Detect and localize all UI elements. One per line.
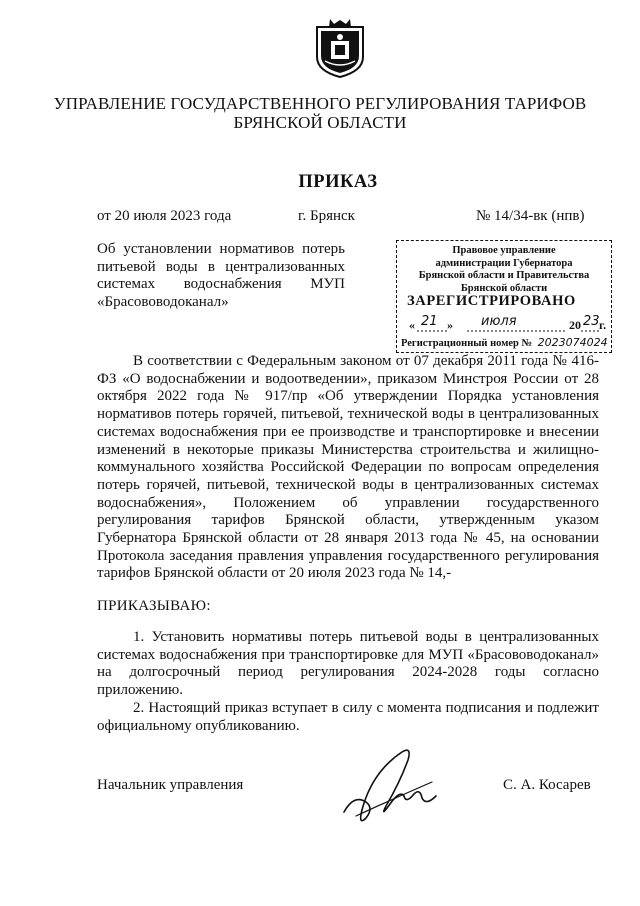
stamp-authority-line: администрации Губернатора bbox=[435, 257, 573, 269]
subject-line: системах водоснабжения МУП bbox=[97, 276, 345, 293]
stamp-authority bbox=[397, 245, 611, 295]
order-items bbox=[97, 629, 599, 735]
preamble bbox=[97, 353, 599, 583]
preamble-paragraph: В соответствии с Федеральным законом от 07 декабря 2011 года № 416-ФЗ «О водоснабжении и водоотведении», приказом Минстроя России от 28 октября 2022 года № 917/пр «Об утверждении Порядка установления нормативов потерь горячей, питьевой, технической воды в централизованных системах водоснабжения при ее производстве и транспортировке и внесении изменений в некоторые приказы Министерства строительства и жилищно-коммунального хозяйства Российской Федерации по вопросам определения потерь горячей, питьевой, технической воды в централизованных системах водоснабжения», Положением об управлении государственного регулирования тарифов Брянской области, утвержденным указом Губернатора Брянской области от 28 января 2013 года № 45, на основании Протокола заседания правления управления государственного регулирования тарифов Брянской области от 20 июля 2023 года № 14,- bbox=[97, 353, 599, 582]
stamp-month: июля bbox=[481, 314, 517, 329]
stamp-year: 23 bbox=[583, 314, 600, 329]
stamp-authority-line: Брянской области bbox=[460, 282, 548, 294]
stamp-number-value: 2023074024 bbox=[537, 336, 608, 349]
organization-title bbox=[0, 94, 640, 132]
stamp-date-underline bbox=[417, 330, 607, 333]
stamp-registration-number bbox=[401, 336, 608, 349]
stamp-quote-close: » bbox=[447, 318, 453, 332]
document-date: от 20 июля 2023 года bbox=[97, 208, 232, 224]
stamp-quote-open: « bbox=[409, 318, 415, 332]
subject-line: «Брасововодоканал» bbox=[97, 293, 229, 310]
signatory-position: Начальник управления bbox=[97, 777, 244, 793]
stamp-year-prefix: 20 bbox=[569, 318, 581, 332]
order-item-2: 2. Настоящий приказ вступает в силу с момента подписания и подлежит официальному опубликованию. bbox=[97, 699, 599, 734]
stamp-day: 21 bbox=[421, 314, 438, 329]
coat-of-arms-emblem bbox=[313, 17, 367, 79]
stamp-authority-line: Брянской области и Правительства bbox=[418, 270, 590, 282]
order-word: ПРИКАЗЫВАЮ: bbox=[97, 598, 211, 614]
registration-stamp bbox=[396, 240, 612, 353]
signatory-name: С. А. Косарев bbox=[503, 777, 591, 793]
stamp-date bbox=[403, 314, 605, 334]
subject-line: питьевой воды в централизованных bbox=[97, 258, 345, 275]
stamp-year-suffix: г. bbox=[599, 318, 607, 332]
stamp-authority-line: Правовое управление bbox=[452, 245, 556, 256]
handwritten-signature bbox=[336, 742, 446, 828]
document-type: ПРИКАЗ bbox=[298, 172, 378, 192]
stamp-registered-label: ЗАРЕГИСТРИРОВАНО bbox=[407, 293, 576, 309]
organization-title-line2: БРЯНСКОЙ ОБЛАСТИ bbox=[233, 113, 407, 132]
stamp-number-label: Регистрационный номер № bbox=[401, 338, 533, 349]
organization-title-line1: УПРАВЛЕНИЕ ГОСУДАРСТВЕННОГО РЕГУЛИРОВАНИЯ ТАРИФОВ bbox=[53, 94, 587, 113]
document-place: г. Брянск bbox=[298, 208, 355, 224]
document-number: № 14/34-вк (нпв) bbox=[476, 208, 585, 224]
document-subject bbox=[97, 241, 345, 311]
subject-line: Об установлении нормативов потерь bbox=[97, 241, 345, 257]
order-item-1: 1. Установить нормативы потерь питьевой воды в централизованных системах водоснабжения при транспортировке для МУП «Брасововодоканал» на долгосрочный период регулирования 2024-2028 годы согласно приложению. bbox=[97, 629, 599, 699]
